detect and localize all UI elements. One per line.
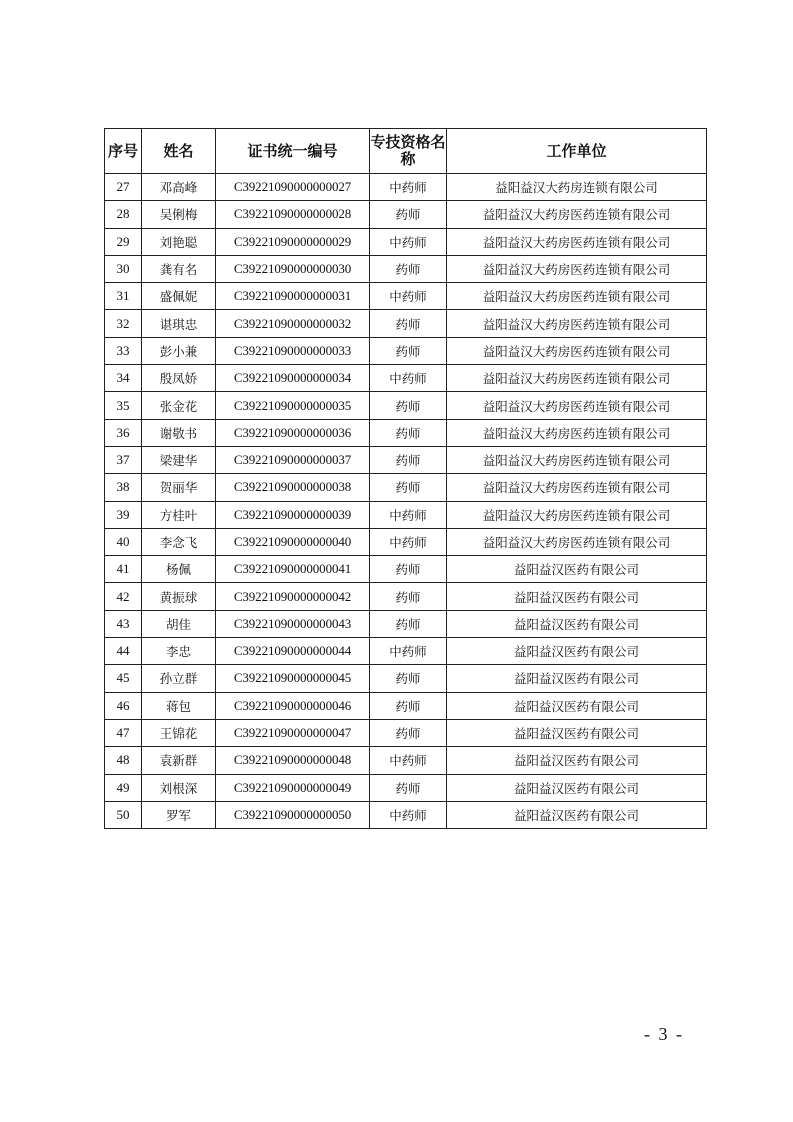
cell-seq: 45 bbox=[105, 665, 142, 692]
cell-qual: 药师 bbox=[370, 583, 447, 610]
table-row bbox=[105, 474, 707, 501]
table-row bbox=[105, 747, 707, 774]
cell-name: 蒋包 bbox=[142, 692, 216, 719]
cell-seq: 31 bbox=[105, 283, 142, 310]
table-row bbox=[105, 610, 707, 637]
cell-qual: 药师 bbox=[370, 774, 447, 801]
cell-cert: C39221090000000036 bbox=[216, 419, 370, 446]
table-row bbox=[105, 501, 707, 528]
table-row bbox=[105, 556, 707, 583]
cell-qual: 中药师 bbox=[370, 501, 447, 528]
cell-unit: 益阳益汉大药房医药连锁有限公司 bbox=[447, 228, 707, 255]
cell-name: 谌琪忠 bbox=[142, 310, 216, 337]
cell-name: 吴俐梅 bbox=[142, 201, 216, 228]
table-row bbox=[105, 583, 707, 610]
cell-unit: 益阳益汉医药有限公司 bbox=[447, 774, 707, 801]
cell-name: 龚有名 bbox=[142, 255, 216, 282]
cell-qual: 药师 bbox=[370, 446, 447, 473]
cell-qual: 中药师 bbox=[370, 638, 447, 665]
cell-seq: 33 bbox=[105, 337, 142, 364]
cell-unit: 益阳益汉大药房医药连锁有限公司 bbox=[447, 310, 707, 337]
cell-unit: 益阳益汉医药有限公司 bbox=[447, 638, 707, 665]
cell-unit: 益阳益汉大药房医药连锁有限公司 bbox=[447, 446, 707, 473]
cell-name: 刘艳聪 bbox=[142, 228, 216, 255]
cell-cert: C39221090000000032 bbox=[216, 310, 370, 337]
cell-unit: 益阳益汉医药有限公司 bbox=[447, 801, 707, 828]
cell-cert: C39221090000000030 bbox=[216, 255, 370, 282]
cell-unit: 益阳益汉大药房连锁有限公司 bbox=[447, 174, 707, 201]
cell-name: 张金花 bbox=[142, 392, 216, 419]
table-row bbox=[105, 283, 707, 310]
cell-qual: 中药师 bbox=[370, 228, 447, 255]
cell-unit: 益阳益汉医药有限公司 bbox=[447, 665, 707, 692]
cell-cert: C39221090000000037 bbox=[216, 446, 370, 473]
cell-unit: 益阳益汉医药有限公司 bbox=[447, 583, 707, 610]
header-cert: 证书统一编号 bbox=[216, 129, 370, 174]
cell-name: 邓高峰 bbox=[142, 174, 216, 201]
cell-unit: 益阳益汉大药房医药连锁有限公司 bbox=[447, 419, 707, 446]
cell-qual: 中药师 bbox=[370, 283, 447, 310]
cell-cert: C39221090000000043 bbox=[216, 610, 370, 637]
cell-cert: C39221090000000050 bbox=[216, 801, 370, 828]
cell-name: 盛佩妮 bbox=[142, 283, 216, 310]
cell-seq: 40 bbox=[105, 528, 142, 555]
cell-seq: 38 bbox=[105, 474, 142, 501]
table-row bbox=[105, 692, 707, 719]
cell-qual: 药师 bbox=[370, 392, 447, 419]
cell-unit: 益阳益汉医药有限公司 bbox=[447, 556, 707, 583]
cell-name: 杨佩 bbox=[142, 556, 216, 583]
cell-seq: 39 bbox=[105, 501, 142, 528]
cell-cert: C39221090000000040 bbox=[216, 528, 370, 555]
cell-cert: C39221090000000045 bbox=[216, 665, 370, 692]
cell-qual: 中药师 bbox=[370, 747, 447, 774]
table-row bbox=[105, 446, 707, 473]
cell-unit: 益阳益汉大药房医药连锁有限公司 bbox=[447, 501, 707, 528]
cell-name: 李念飞 bbox=[142, 528, 216, 555]
cell-name: 彭小兼 bbox=[142, 337, 216, 364]
cell-unit: 益阳益汉大药房医药连锁有限公司 bbox=[447, 255, 707, 282]
cell-seq: 44 bbox=[105, 638, 142, 665]
cell-seq: 34 bbox=[105, 365, 142, 392]
cell-name: 刘根深 bbox=[142, 774, 216, 801]
cell-name: 殷凤娇 bbox=[142, 365, 216, 392]
cell-cert: C39221090000000047 bbox=[216, 719, 370, 746]
cell-seq: 49 bbox=[105, 774, 142, 801]
cell-seq: 47 bbox=[105, 719, 142, 746]
header-unit: 工作单位 bbox=[447, 129, 707, 174]
cell-unit: 益阳益汉大药房医药连锁有限公司 bbox=[447, 365, 707, 392]
table-header bbox=[105, 129, 707, 174]
cell-seq: 30 bbox=[105, 255, 142, 282]
table-row bbox=[105, 419, 707, 446]
cell-unit: 益阳益汉大药房医药连锁有限公司 bbox=[447, 283, 707, 310]
table-row bbox=[105, 801, 707, 828]
cell-name: 贺丽华 bbox=[142, 474, 216, 501]
table-row bbox=[105, 310, 707, 337]
cell-seq: 27 bbox=[105, 174, 142, 201]
cell-cert: C39221090000000039 bbox=[216, 501, 370, 528]
table-row bbox=[105, 719, 707, 746]
cell-cert: C39221090000000049 bbox=[216, 774, 370, 801]
cell-unit: 益阳益汉医药有限公司 bbox=[447, 610, 707, 637]
cell-qual: 药师 bbox=[370, 255, 447, 282]
cell-qual: 药师 bbox=[370, 556, 447, 583]
cell-seq: 48 bbox=[105, 747, 142, 774]
certificate-table bbox=[104, 128, 707, 829]
cell-seq: 35 bbox=[105, 392, 142, 419]
cell-unit: 益阳益汉大药房医药连锁有限公司 bbox=[447, 337, 707, 364]
cell-name: 胡佳 bbox=[142, 610, 216, 637]
cell-seq: 41 bbox=[105, 556, 142, 583]
cell-name: 黄振球 bbox=[142, 583, 216, 610]
table-row bbox=[105, 392, 707, 419]
cell-cert: C39221090000000046 bbox=[216, 692, 370, 719]
table-row bbox=[105, 365, 707, 392]
cell-qual: 中药师 bbox=[370, 174, 447, 201]
table-row bbox=[105, 774, 707, 801]
cell-seq: 42 bbox=[105, 583, 142, 610]
cell-name: 李忠 bbox=[142, 638, 216, 665]
table-row bbox=[105, 174, 707, 201]
cell-seq: 29 bbox=[105, 228, 142, 255]
cell-name: 方桂叶 bbox=[142, 501, 216, 528]
cell-qual: 药师 bbox=[370, 310, 447, 337]
cell-unit: 益阳益汉医药有限公司 bbox=[447, 692, 707, 719]
cell-cert: C39221090000000035 bbox=[216, 392, 370, 419]
cell-qual: 中药师 bbox=[370, 365, 447, 392]
cell-qual: 药师 bbox=[370, 610, 447, 637]
cell-cert: C39221090000000044 bbox=[216, 638, 370, 665]
cell-seq: 50 bbox=[105, 801, 142, 828]
page-number: - 3 - bbox=[644, 1024, 684, 1044]
cell-qual: 药师 bbox=[370, 474, 447, 501]
header-row bbox=[105, 129, 707, 174]
cell-qual: 中药师 bbox=[370, 801, 447, 828]
cell-unit: 益阳益汉医药有限公司 bbox=[447, 719, 707, 746]
cell-seq: 37 bbox=[105, 446, 142, 473]
cell-name: 袁新群 bbox=[142, 747, 216, 774]
cell-seq: 32 bbox=[105, 310, 142, 337]
cell-cert: C39221090000000038 bbox=[216, 474, 370, 501]
cell-qual: 药师 bbox=[370, 665, 447, 692]
cell-qual: 药师 bbox=[370, 201, 447, 228]
header-seq: 序号 bbox=[105, 129, 142, 174]
cell-name: 罗军 bbox=[142, 801, 216, 828]
cell-cert: C39221090000000028 bbox=[216, 201, 370, 228]
cell-cert: C39221090000000027 bbox=[216, 174, 370, 201]
table-row bbox=[105, 228, 707, 255]
cell-name: 王锦花 bbox=[142, 719, 216, 746]
table-row bbox=[105, 255, 707, 282]
header-qual: 专技资格名称 bbox=[370, 129, 447, 174]
cell-cert: C39221090000000041 bbox=[216, 556, 370, 583]
cell-qual: 药师 bbox=[370, 419, 447, 446]
cell-seq: 28 bbox=[105, 201, 142, 228]
cell-cert: C39221090000000042 bbox=[216, 583, 370, 610]
header-name: 姓名 bbox=[142, 129, 216, 174]
table-body bbox=[105, 174, 707, 829]
table-row bbox=[105, 638, 707, 665]
cell-name: 梁建华 bbox=[142, 446, 216, 473]
cell-cert: C39221090000000031 bbox=[216, 283, 370, 310]
cell-unit: 益阳益汉大药房医药连锁有限公司 bbox=[447, 201, 707, 228]
cell-cert: C39221090000000033 bbox=[216, 337, 370, 364]
cell-qual: 药师 bbox=[370, 719, 447, 746]
table-row bbox=[105, 337, 707, 364]
cell-unit: 益阳益汉大药房医药连锁有限公司 bbox=[447, 528, 707, 555]
cell-qual: 中药师 bbox=[370, 528, 447, 555]
cell-cert: C39221090000000048 bbox=[216, 747, 370, 774]
cell-cert: C39221090000000034 bbox=[216, 365, 370, 392]
cell-qual: 药师 bbox=[370, 337, 447, 364]
cell-name: 孙立群 bbox=[142, 665, 216, 692]
cell-qual: 药师 bbox=[370, 692, 447, 719]
table-row bbox=[105, 528, 707, 555]
cell-seq: 36 bbox=[105, 419, 142, 446]
table-row bbox=[105, 201, 707, 228]
cell-seq: 43 bbox=[105, 610, 142, 637]
cell-cert: C39221090000000029 bbox=[216, 228, 370, 255]
cell-seq: 46 bbox=[105, 692, 142, 719]
cell-unit: 益阳益汉大药房医药连锁有限公司 bbox=[447, 474, 707, 501]
cell-name: 谢敬书 bbox=[142, 419, 216, 446]
table-row bbox=[105, 665, 707, 692]
cell-unit: 益阳益汉大药房医药连锁有限公司 bbox=[447, 392, 707, 419]
cell-unit: 益阳益汉医药有限公司 bbox=[447, 747, 707, 774]
